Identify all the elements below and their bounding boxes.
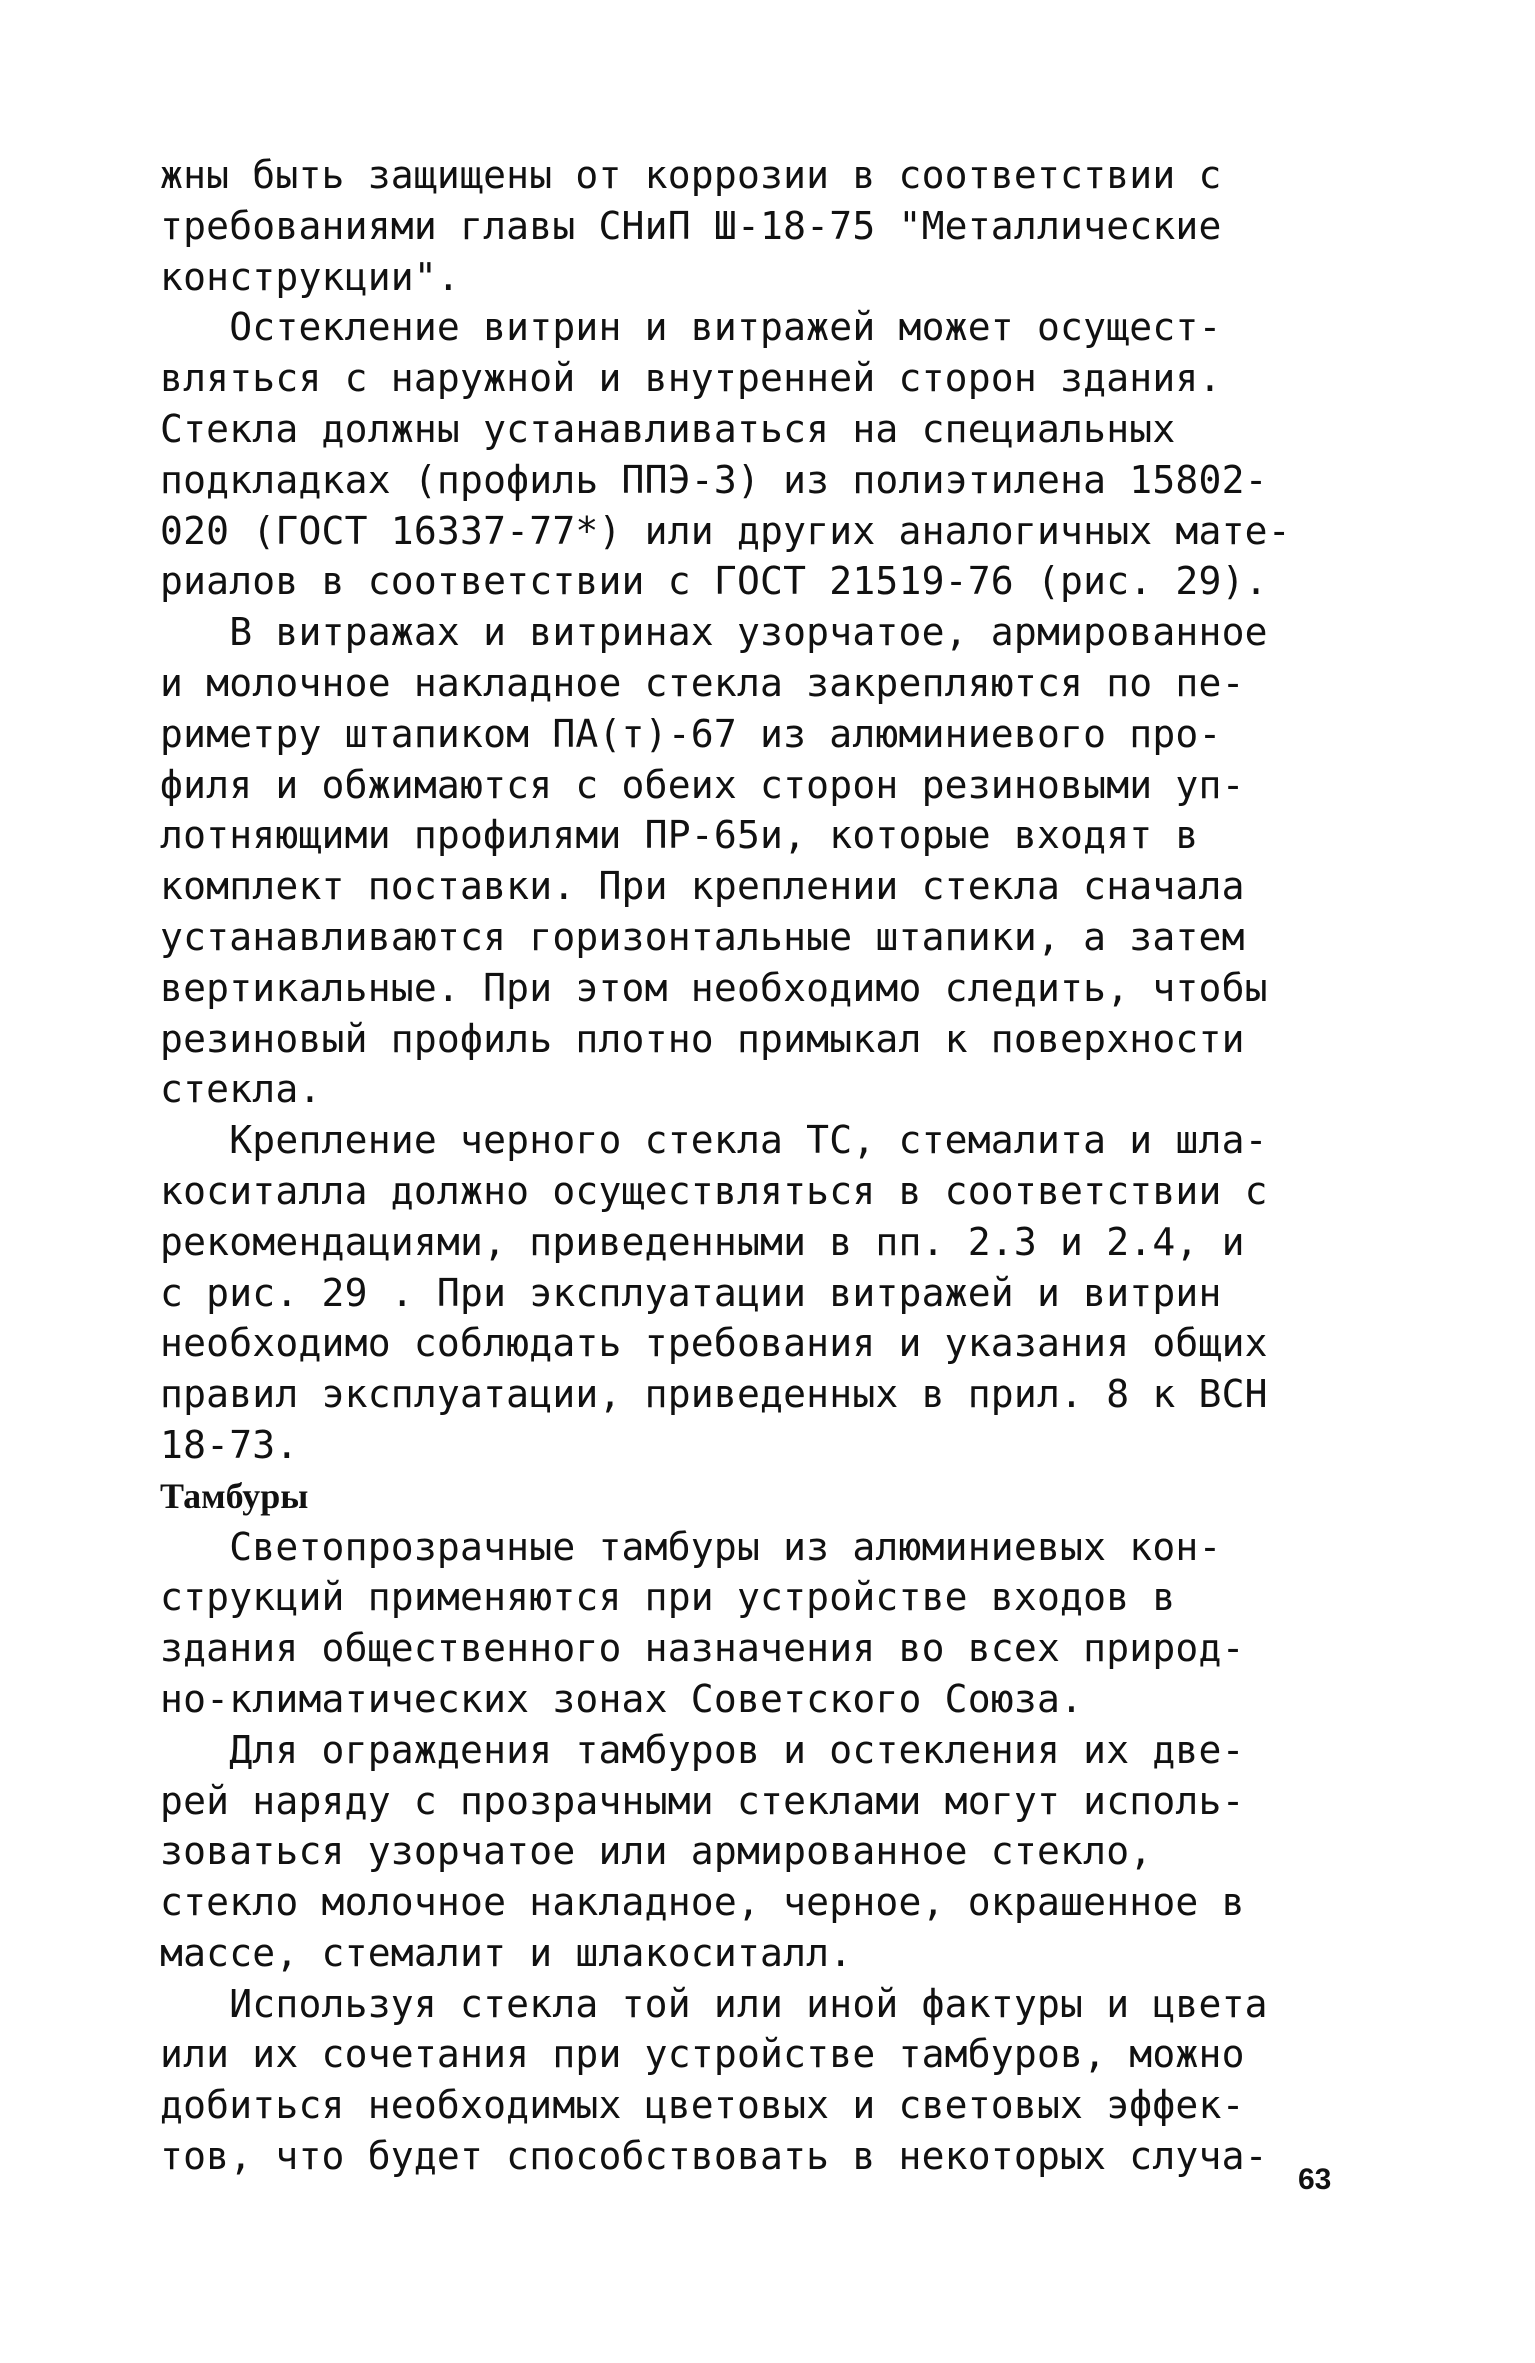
text-line: или их сочетания при устройстве тамбуров, можно [160,2032,1245,2077]
text-line: филя и обжимаются с обеих сторон резиновыми уп- [160,762,1245,807]
text-line: лотняющими профилями ПР-65и, которые входят в [160,813,1199,858]
text-line: Для ограждения тамбуров и остекления их две- [160,1727,1245,1772]
text-line: Светопрозрачные тамбуры из алюминиевых кон- [160,1524,1222,1569]
text-line: стекла. [160,1067,322,1112]
text-line: необходимо соблюдать требования и указания общих [160,1321,1268,1366]
text-line: стекло молочное накладное, черное, окрашенное в [160,1880,1245,1925]
text-line: Остекление витрин и витражей может осущест- [160,305,1222,350]
text-line: подкладках (профиль ППЭ-3) из полиэтилена 15802- [160,457,1268,502]
text-line: В витражах и витринах узорчатое, армированное [160,610,1268,655]
text-line: жны быть защищены от коррозии в соответствии с [160,153,1222,197]
text-line: здания общественного назначения во всех природ- [160,1626,1245,1671]
text-line: 18-73. [160,1422,299,1467]
text-line: но-климатических зонах Советского Союза. [160,1676,1084,1721]
text-line: добиться необходимых цветовых и световых эффек- [160,2083,1245,2128]
text-line: конструкции". [160,254,461,299]
text-line: риметру штапиком ПА(т)-67 из алюминиевого про- [160,711,1222,756]
text-line: 020 (ГОСТ 16337-77*) или других аналогичных мате- [160,508,1291,553]
text-line: риалов в соответствии с ГОСТ 21519-76 (рис. 29). [160,559,1268,604]
text-line: коситалла должно осуществляться в соответствии с [160,1168,1268,1213]
text-line: струкций применяются при устройстве входов в [160,1575,1176,1620]
section-heading: Тамбуры [160,1475,309,1516]
text-line: с рис. 29 . При эксплуатации витражей и витрин [160,1270,1222,1315]
text-line: тов, что будет способствовать в некоторых случа- [160,2134,1268,2179]
text-line: Крепление черного стекла ТС, стемалита и шла- [160,1118,1268,1163]
text-line: Используя стекла той или иной фактуры и цвета [160,1981,1268,2026]
text-line: вляться с наружной и внутренней сторон здания. [160,356,1222,401]
text-line: зоваться узорчатое или армированное стекло, [160,1829,1153,1874]
text-line: комплект поставки. При креплении стекла сначала [160,864,1245,909]
text-line: правил эксплуатации, приведенных в прил. 8 к ВСН [160,1372,1268,1417]
text-line: массе, стемалит и шлакоситалл. [160,1930,853,1975]
text-line: и молочное накладное стекла закрепляются по пе- [160,660,1245,705]
text-line: рей наряду с прозрачными стеклами могут исполь- [160,1778,1245,1823]
page-number: 63 [1298,2163,1332,2196]
text-line: вертикальные. При этом необходимо следить, чтобы [160,965,1268,1010]
text-line: устанавливаются горизонтальные штапики, а затем [160,914,1245,959]
text-line: рекомендациями, приведенными в пп. 2.3 и 2.4, и [160,1219,1245,1264]
text-line: резиновый профиль плотно примыкал к поверхности [160,1016,1245,1061]
document-page [160,150,1370,2182]
text-line: требованиями главы СНиП Ш-18-75 "Металлические [160,203,1222,248]
text-line: Стекла должны устанавливаться на специальных [160,406,1176,451]
